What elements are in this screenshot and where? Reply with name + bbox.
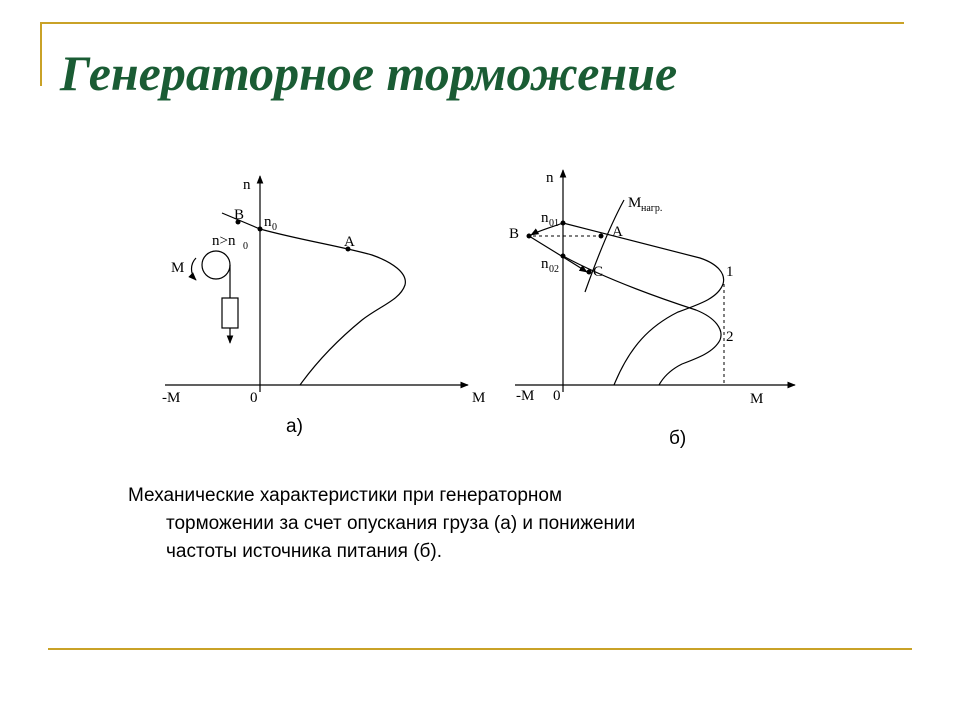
a-axis-m-label: M bbox=[472, 390, 486, 406]
a-n0-sub: 0 bbox=[272, 222, 277, 233]
b-point-a-dot bbox=[599, 234, 604, 239]
b-n02-label: n bbox=[541, 256, 549, 272]
b-characteristic-1 bbox=[563, 223, 724, 385]
b-point-a-label: A bbox=[612, 224, 623, 240]
b-n01-sub: 01 bbox=[549, 218, 559, 229]
b-load-sub: нагр. bbox=[641, 203, 663, 214]
b-axis-n-label: n bbox=[546, 170, 554, 186]
b-point-c-dot bbox=[587, 270, 592, 275]
figure-a bbox=[162, 176, 485, 437]
a-condition-label: n>n bbox=[212, 233, 236, 249]
a-origin-label: 0 bbox=[250, 390, 258, 406]
figure-b-caption: б) bbox=[669, 428, 687, 449]
caption-line-2: торможении за счет опускания груза (а) и понижении bbox=[166, 513, 636, 534]
b-axis-m-label: M bbox=[750, 391, 764, 407]
b-n02-sub: 02 bbox=[549, 264, 559, 275]
b-axis-neg-m-label: -M bbox=[516, 388, 535, 404]
a-characteristic-curve bbox=[222, 213, 405, 385]
b-origin-label: 0 bbox=[553, 388, 561, 404]
a-axis-neg-m-label: -M bbox=[162, 390, 181, 406]
a-n0-label: n bbox=[264, 214, 272, 230]
b-curve-1-label: 1 bbox=[726, 264, 734, 280]
a-point-a-label: A bbox=[344, 234, 355, 250]
figure-a-caption: а) bbox=[286, 416, 303, 437]
drum-hoist-icon bbox=[192, 251, 239, 343]
figure-caption bbox=[128, 482, 768, 566]
b-n01-label: n bbox=[541, 210, 549, 226]
caption-line-1: Механические характеристики при генераторном bbox=[128, 485, 563, 506]
b-point-b-dot bbox=[527, 234, 532, 239]
figure-b bbox=[509, 170, 795, 449]
b-curve-2-label: 2 bbox=[726, 329, 734, 345]
b-point-c-label: C bbox=[593, 264, 604, 280]
a-axis-n-label: n bbox=[243, 177, 251, 193]
a-point-b-label: B bbox=[234, 207, 245, 223]
a-condition-sub: 0 bbox=[243, 241, 248, 252]
b-load-line bbox=[585, 200, 624, 292]
b-characteristic-2 bbox=[563, 256, 721, 385]
a-motor-m-label: M bbox=[171, 260, 185, 276]
slide-title: Генераторное торможение bbox=[60, 45, 678, 101]
b-point-n02-dot bbox=[561, 254, 566, 259]
a-point-n0-dot bbox=[258, 227, 263, 232]
caption-line-3: частоты источника питания (б). bbox=[166, 541, 443, 562]
b-load-label: M bbox=[628, 195, 642, 211]
b-point-n01-dot bbox=[561, 221, 566, 226]
b-point-b-label: B bbox=[509, 226, 520, 242]
